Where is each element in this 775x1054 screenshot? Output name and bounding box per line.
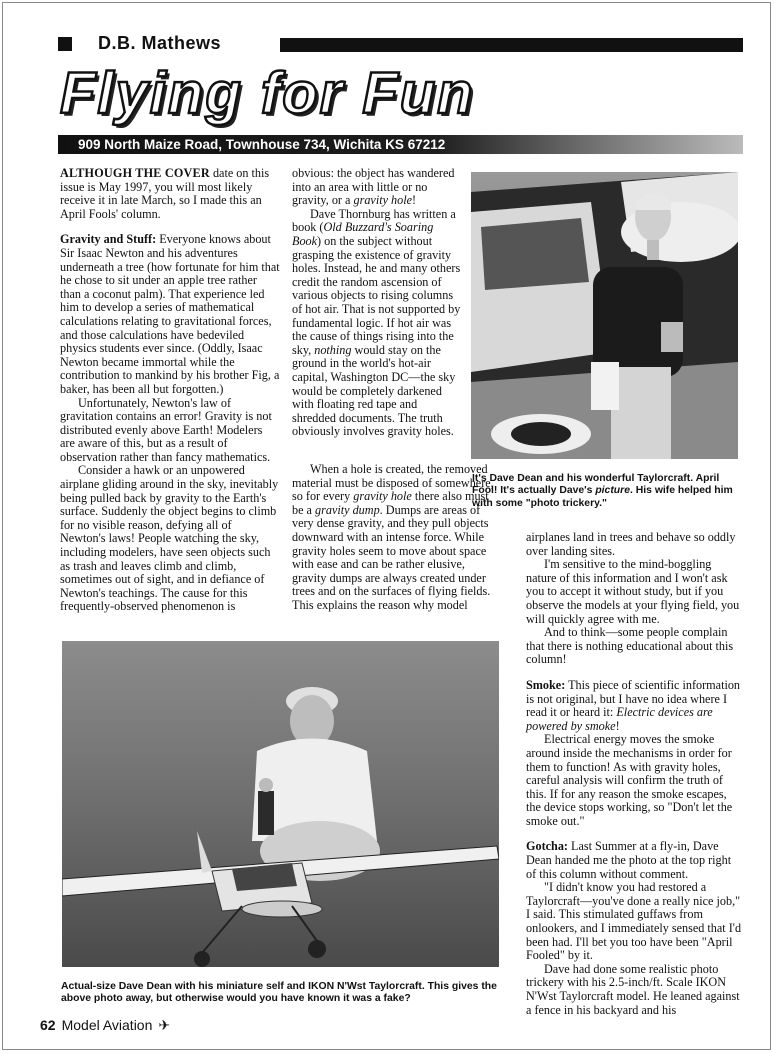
gravity-paragraph — [60, 233, 280, 396]
text: This piece of scientific information is not original, but I have no idea where I read it or heard it: — [526, 677, 741, 720]
photo-2-caption: Actual-size Dave Dean with his miniature self and IKON N'Wst Taylorcraft. This gives the above photo away, but otherwise would you have known it was a fake? — [61, 981, 497, 1005]
text: . Dumps are areas of very dense gravity, and they pull objects downward with an intense force. While gravity holes seem to move about space with ease and can be rather elusive, gravity dumps are always created under trees and on the surfaces of flying fields. This explains the reason why model — [292, 502, 491, 612]
paragraph — [292, 208, 464, 439]
column-title: Flying for Fun — [60, 61, 475, 126]
column-1 — [60, 167, 280, 614]
page-footer — [40, 1017, 170, 1034]
paragraph: And to think—some people complain that there is nothing educational about this column! — [526, 625, 734, 667]
page-number: 62 — [40, 1017, 56, 1033]
text: ! — [615, 718, 620, 733]
photo-model-airplane — [62, 641, 499, 967]
emphasis: gravity dump — [315, 502, 380, 517]
intro-text: date on this issue is May 1997, you will most likely receive it in late March, so I made this an April Fools' column. — [60, 166, 270, 221]
gotcha-paragraph — [526, 840, 744, 881]
text: ! — [412, 193, 417, 208]
text: ) on the subject without grasping the existence of gravity holes. Instead, he and many others credit the random ascension of various objects to rising columns of hot air. That is not supported by fundamental logic. If hot air was the cause of things rising into the sky, — [292, 233, 461, 357]
author-name: D.B. Mathews — [98, 33, 222, 53]
text: there also must be a — [292, 489, 489, 517]
paragraph: Consider a hawk or an unpowered airplane gliding around in the sky, inevitably being pulled back by gravity to the Earth's surface. Suddenly the object begins to climb for no visible reason, defying all of Newton's laws! People watching the sky, including modelers, have seen objects such as trash and leaves climb and climb, sometimes out of sight, and in defiance of Newton's teachings. The cause for this frequently-observed phenomenon is — [60, 463, 279, 614]
paragraph: Dave had done some realistic photo trickery with his 2.5-inch/ft. Scale IKON N'Wst Taylorcraft model. He leaned against a fence in his backyard and his — [526, 961, 740, 1017]
paragraph — [292, 167, 464, 208]
emphasis: gravity hole — [353, 489, 412, 504]
smoke-heading: Smoke: — [526, 677, 566, 692]
address-bar — [58, 135, 743, 154]
magazine-name: Model Aviation — [61, 1017, 153, 1033]
author-address: 909 North Maize Road, Townhouse 734, Wichita KS 67212 — [78, 137, 446, 152]
author-bar — [58, 33, 743, 54]
paragraph: airplanes land in trees and behave so oddly over landing sites. — [526, 530, 736, 558]
intro-lead: ALTHOUGH THE COVER — [60, 166, 210, 180]
paragraph: I'm sensitive to the mind-boggling nature of this information and I won't ask you to accept it without study, but if you observe the models at your flying field, you will quickly agree with me. — [526, 557, 740, 626]
airplane-icon: ✈ — [158, 1017, 171, 1033]
text: would stay on the ground in the world's hot-air capital, Washington DC—the sky would be completely darkened with floating red tape and shredded documents. The truth obviously involves gravity holes. — [292, 342, 456, 439]
author-rule — [280, 38, 743, 52]
emphasis: nothing — [314, 342, 352, 357]
text: obvious: the object has wandered into an area with little or no gravity, or a — [292, 166, 455, 208]
photo-dave-dean-taylorcraft — [471, 172, 738, 459]
column-2-lower — [292, 463, 502, 613]
paragraph: Electrical energy moves the smoke around inside the mechanisms in order for them to function! As with gravity holes, careful analysis will confirm the truth of this. If for any reason the smoke escapes, the device stops working, so "Don't let the smoke out." — [526, 732, 733, 828]
smoke-paragraph — [526, 679, 744, 733]
gravity-heading: Gravity and Stuff: — [60, 232, 157, 247]
column-2 — [292, 167, 464, 439]
caption-emphasis: picture — [595, 485, 630, 497]
paragraph — [292, 463, 502, 613]
gravity-text: Everyone knows about Sir Isaac Newton and his adventures underneath a tree (how fortunate for him that he chose to sit under an apple tree rather than a coconut palm). That experience led him to develop a series of mathematical calculations relating to gravitational forces, and those calculations have bedeviled physics students ever since. (Oddly, Isaac Newton became immortal while the contribution to mankind by his brother Fig, a baker, has been all but forgotten.) — [60, 232, 280, 396]
emphasis: gravity hole — [353, 193, 413, 208]
column-3 — [526, 531, 744, 1017]
author-bullet — [58, 37, 72, 51]
photo-illustration — [471, 172, 738, 459]
paragraph: "I didn't know you had restored a Taylorcraft—you've done a really nice job," I said. This stimulated guffaws from onlookers, and I immediately sensed that I'd been had. I'll bet you too have been "April Fooled" by it. — [526, 880, 742, 963]
gotcha-heading: Gotcha: — [526, 839, 568, 854]
paragraph: Unfortunately, Newton's law of gravitation contains an error! Gravity is not distributed evenly above Earth! Modelers are aware of this, but as a result of observation rather than fancy mathematics. — [60, 395, 272, 464]
book-title: Old Buzzard's Soaring Book — [292, 220, 434, 248]
text: When a hole is created, the removed material must be disposed of somewhere, so for every — [292, 462, 494, 504]
caption-text: . His wife helped him with some "photo trickery." — [472, 485, 733, 509]
intro-paragraph — [60, 167, 280, 221]
emphasis: Electric devices are powered by smoke — [526, 705, 713, 733]
caption-text: It's Dave Dean and his wonderful Taylorcraft. April Fool! It's actually Dave's — [472, 473, 720, 497]
photo-illustration — [62, 641, 499, 967]
text: Last Summer at a fly-in, Dave Dean handed me the photo at the top right of this column without comment. — [526, 839, 732, 881]
text: Dave Thornburg has written a book ( — [292, 206, 456, 235]
photo-1-caption — [472, 473, 742, 510]
